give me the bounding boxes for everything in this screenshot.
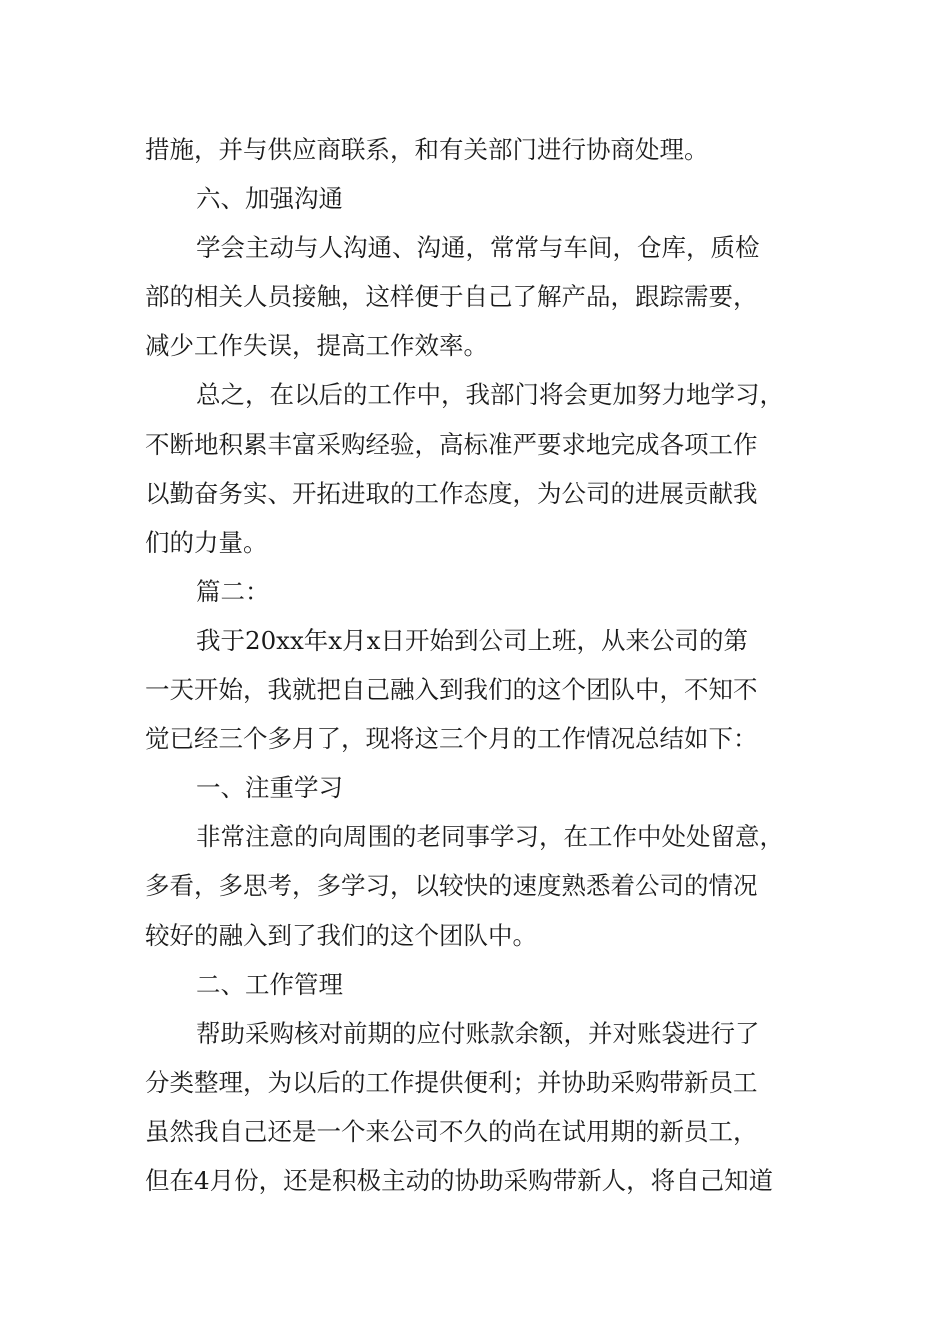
text-line: 减少工作失误，提高工作效率。 [145, 331, 488, 361]
body-text [145, 125, 825, 1205]
text-line: 部的相关人员接触，这样便于自己了解产品，跟踪需要， [145, 282, 758, 312]
section-heading: 一、注重学习 [196, 773, 343, 803]
text-line: 措施，并与供应商联系，和有关部门进行协商处理。 [145, 135, 709, 164]
text-line: 较好的融入到了我们的这个团队中。 [145, 920, 537, 950]
text-line: 我于20xx年x月x日开始到公司上班，从来公司的第 [196, 625, 748, 655]
text-line: 虽然我自己还是一个来公司不久的尚在试用期的新员工， [145, 1116, 758, 1146]
text-line: 不断地积累丰富采购经验，高标准严要求地完成各项工作 [145, 429, 758, 459]
text-line: 学会主动与人沟通、沟通，常常与车间，仓库，质检 [196, 233, 760, 263]
text-line: 非常注意的向周围的老同事学习，在工作中处处留意， [196, 822, 784, 852]
text-line: 觉已经三个多月了，现将这三个月的工作情况总结如下： [145, 724, 758, 754]
section-heading: 二、工作管理 [196, 969, 343, 999]
part-heading: 篇二： [196, 576, 270, 606]
text-line: 但在4月份，还是积极主动的协助采购带新人，将自己知道 [145, 1165, 774, 1195]
text-line: 总之，在以后的工作中，我部门将会更加努力地学习， [196, 380, 784, 410]
text-line: 帮助采购核对前期的应付账款余额，并对账袋进行了 [196, 1018, 760, 1048]
text-line: 多看，多思考，多学习，以较快的速度熟悉着公司的情况 [145, 871, 758, 901]
text-line: 们的力量。 [145, 527, 268, 557]
text-line: 分类整理，为以后的工作提供便利；并协助采购带新员工 [145, 1067, 758, 1097]
text-line: 以勤奋务实、开拓进取的工作态度，为公司的进展贡献我 [145, 478, 758, 508]
text-line: 一天开始，我就把自己融入到我们的这个团队中，不知不 [145, 675, 758, 705]
section-heading: 六、加强沟通 [196, 184, 343, 214]
